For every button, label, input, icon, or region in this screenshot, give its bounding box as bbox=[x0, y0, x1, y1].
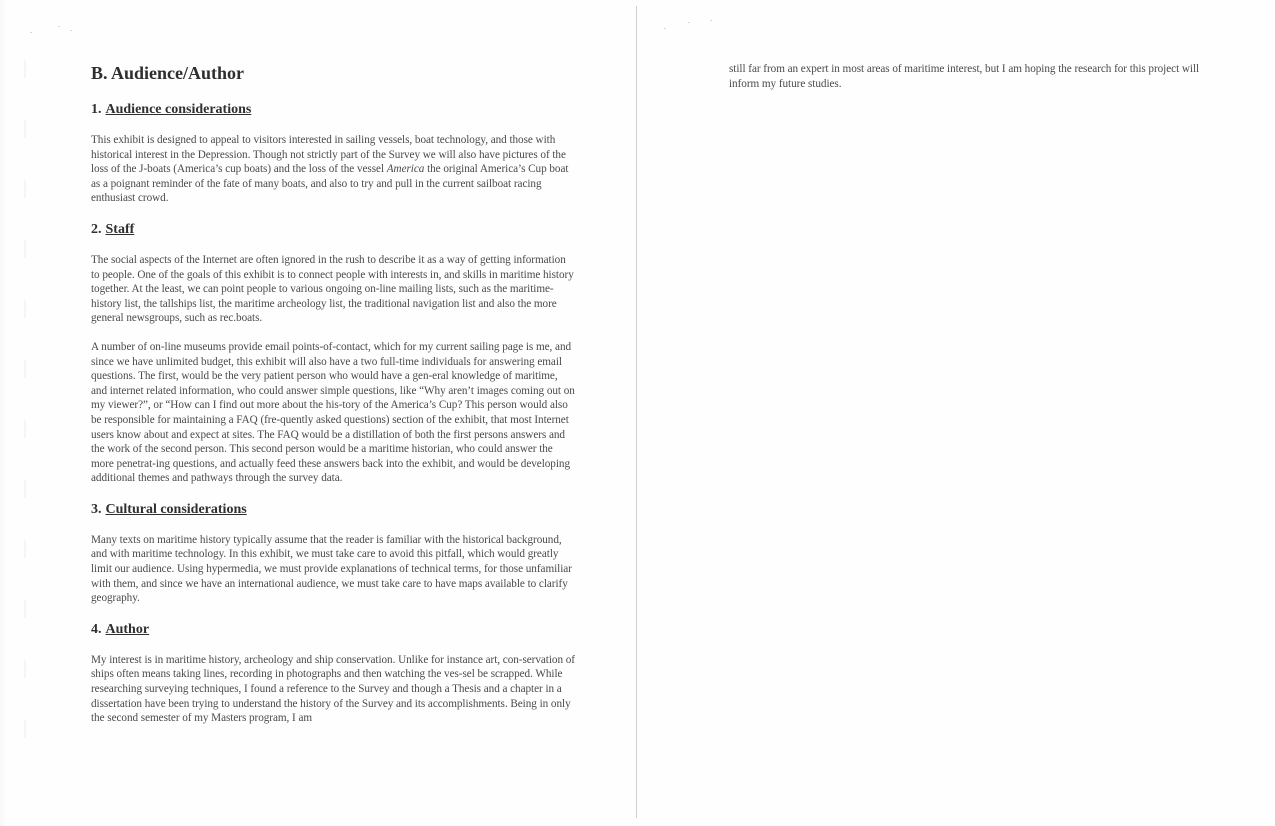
subsection-title: Staff bbox=[105, 221, 135, 237]
left-page bbox=[0, 0, 636, 826]
paragraph-staff-2: A number of on-line museums provide email points-of-contact, which for my current sailing page is me, and since we have unlimited budget, this exhibit will also have a two full-time individuals for answering email questions. The first, would be the very patient person who would have a gen-eral knowledge of maritime, and internet related information, who could answer simple questions, like “Why aren’t images coming out on my viewer?”, or “How can I find out more about the his-tory of the America’s Cup? This person would also be responsible for maintaining a FAQ (fre-quently asked questions) section of the exhibit, that most Internet users know about and expect at sites. The FAQ would be a distillation of both the first persons answers and the work of the second person. This second person would be a maritime historian, who could answer the more penetrat-ing questions, and actually feed these answers back into the exhibit, and would be developing additional themes and pathways through the survey data. bbox=[91, 340, 575, 485]
subsection-title: Audience considerations bbox=[105, 102, 252, 117]
scan-speck bbox=[70, 30, 72, 31]
subsection-heading-author bbox=[91, 621, 575, 639]
subsection-heading-cultural bbox=[91, 501, 575, 519]
left-page-content bbox=[91, 62, 575, 740]
paragraph-author: My interest is in maritime history, archeology and ship conservation. Unlike for instance art, con-servation of ships often means taking lines, recording in photographs and then watching the ves-sel be scrapped. While researching surveying techniques, I found a reference to the Survey and though a Thesis and a chapter in a dissertation have been trying to understand the history of the Survey and its accomplishments. Being in only the second semester of my Masters program, I am bbox=[91, 653, 575, 725]
subsection-heading-staff bbox=[91, 221, 575, 239]
subsection-number: 3. bbox=[91, 501, 102, 517]
paragraph-text: the original America’s Cup boat as a poignant reminder of the fate of many boats, and also to try and pull in the current sailboat racing enthusiast crowd. bbox=[91, 163, 569, 205]
vessel-name-italic: America bbox=[386, 163, 425, 176]
subsection-number: 4. bbox=[91, 621, 102, 637]
section-title: B. Audience/Author bbox=[91, 63, 245, 83]
subsection-number: 2. bbox=[91, 221, 102, 237]
page-gutter-divider bbox=[636, 6, 637, 818]
scan-speck bbox=[664, 28, 666, 29]
paragraph-author-continuation: still far from an expert in most areas of maritime interest, but I am hoping the research for this project will inform my future studies. bbox=[729, 63, 1200, 90]
scan-speck bbox=[688, 22, 690, 23]
scan-margin-artifacts bbox=[24, 60, 26, 780]
right-page-content bbox=[729, 62, 1205, 105]
paragraph-audience bbox=[91, 133, 575, 206]
paragraph-cultural: Many texts on maritime history typically assume that the reader is familiar with the historical background, and with maritime technology. In this exhibit, we must take care to avoid this pitfall, which would greatly limit our audience. Using hypermedia, we must provide explanations of technical terms, for those unfamiliar with them, and since we have an international audience, we must take care to have maps available to clarify geography. bbox=[91, 533, 572, 605]
scan-speck bbox=[30, 32, 32, 33]
subsection-heading-audience bbox=[91, 101, 575, 119]
subsection-number: 1. bbox=[91, 102, 102, 117]
subsection-title: Cultural considerations bbox=[105, 501, 247, 517]
scan-speck bbox=[710, 20, 712, 21]
scan-speck bbox=[58, 26, 60, 27]
paragraph-text: This exhibit is designed to appeal to visitors interested in sailing vessels, boat technology, and those with historical interest in the Depression. Though not strictly part of the Survey we will also have pictures of the loss of the J-boats (America’s cup boats) and the loss of the vessel bbox=[91, 134, 566, 176]
paragraph-staff-1: The social aspects of the Internet are often ignored in the rush to describe it as a way of getting information to people. One of the goals of this exhibit is to connect people with interests in, and skills in maritime history together. At the least, we can point people to various ongoing on-line mailing lists, such as the maritime-history list, the tallships list, the maritime archeology list, the traditional navigation list and also the more general newsgroups, such as rec.boats. bbox=[91, 253, 574, 325]
right-page bbox=[638, 0, 1275, 826]
subsection-title: Author bbox=[105, 621, 150, 637]
